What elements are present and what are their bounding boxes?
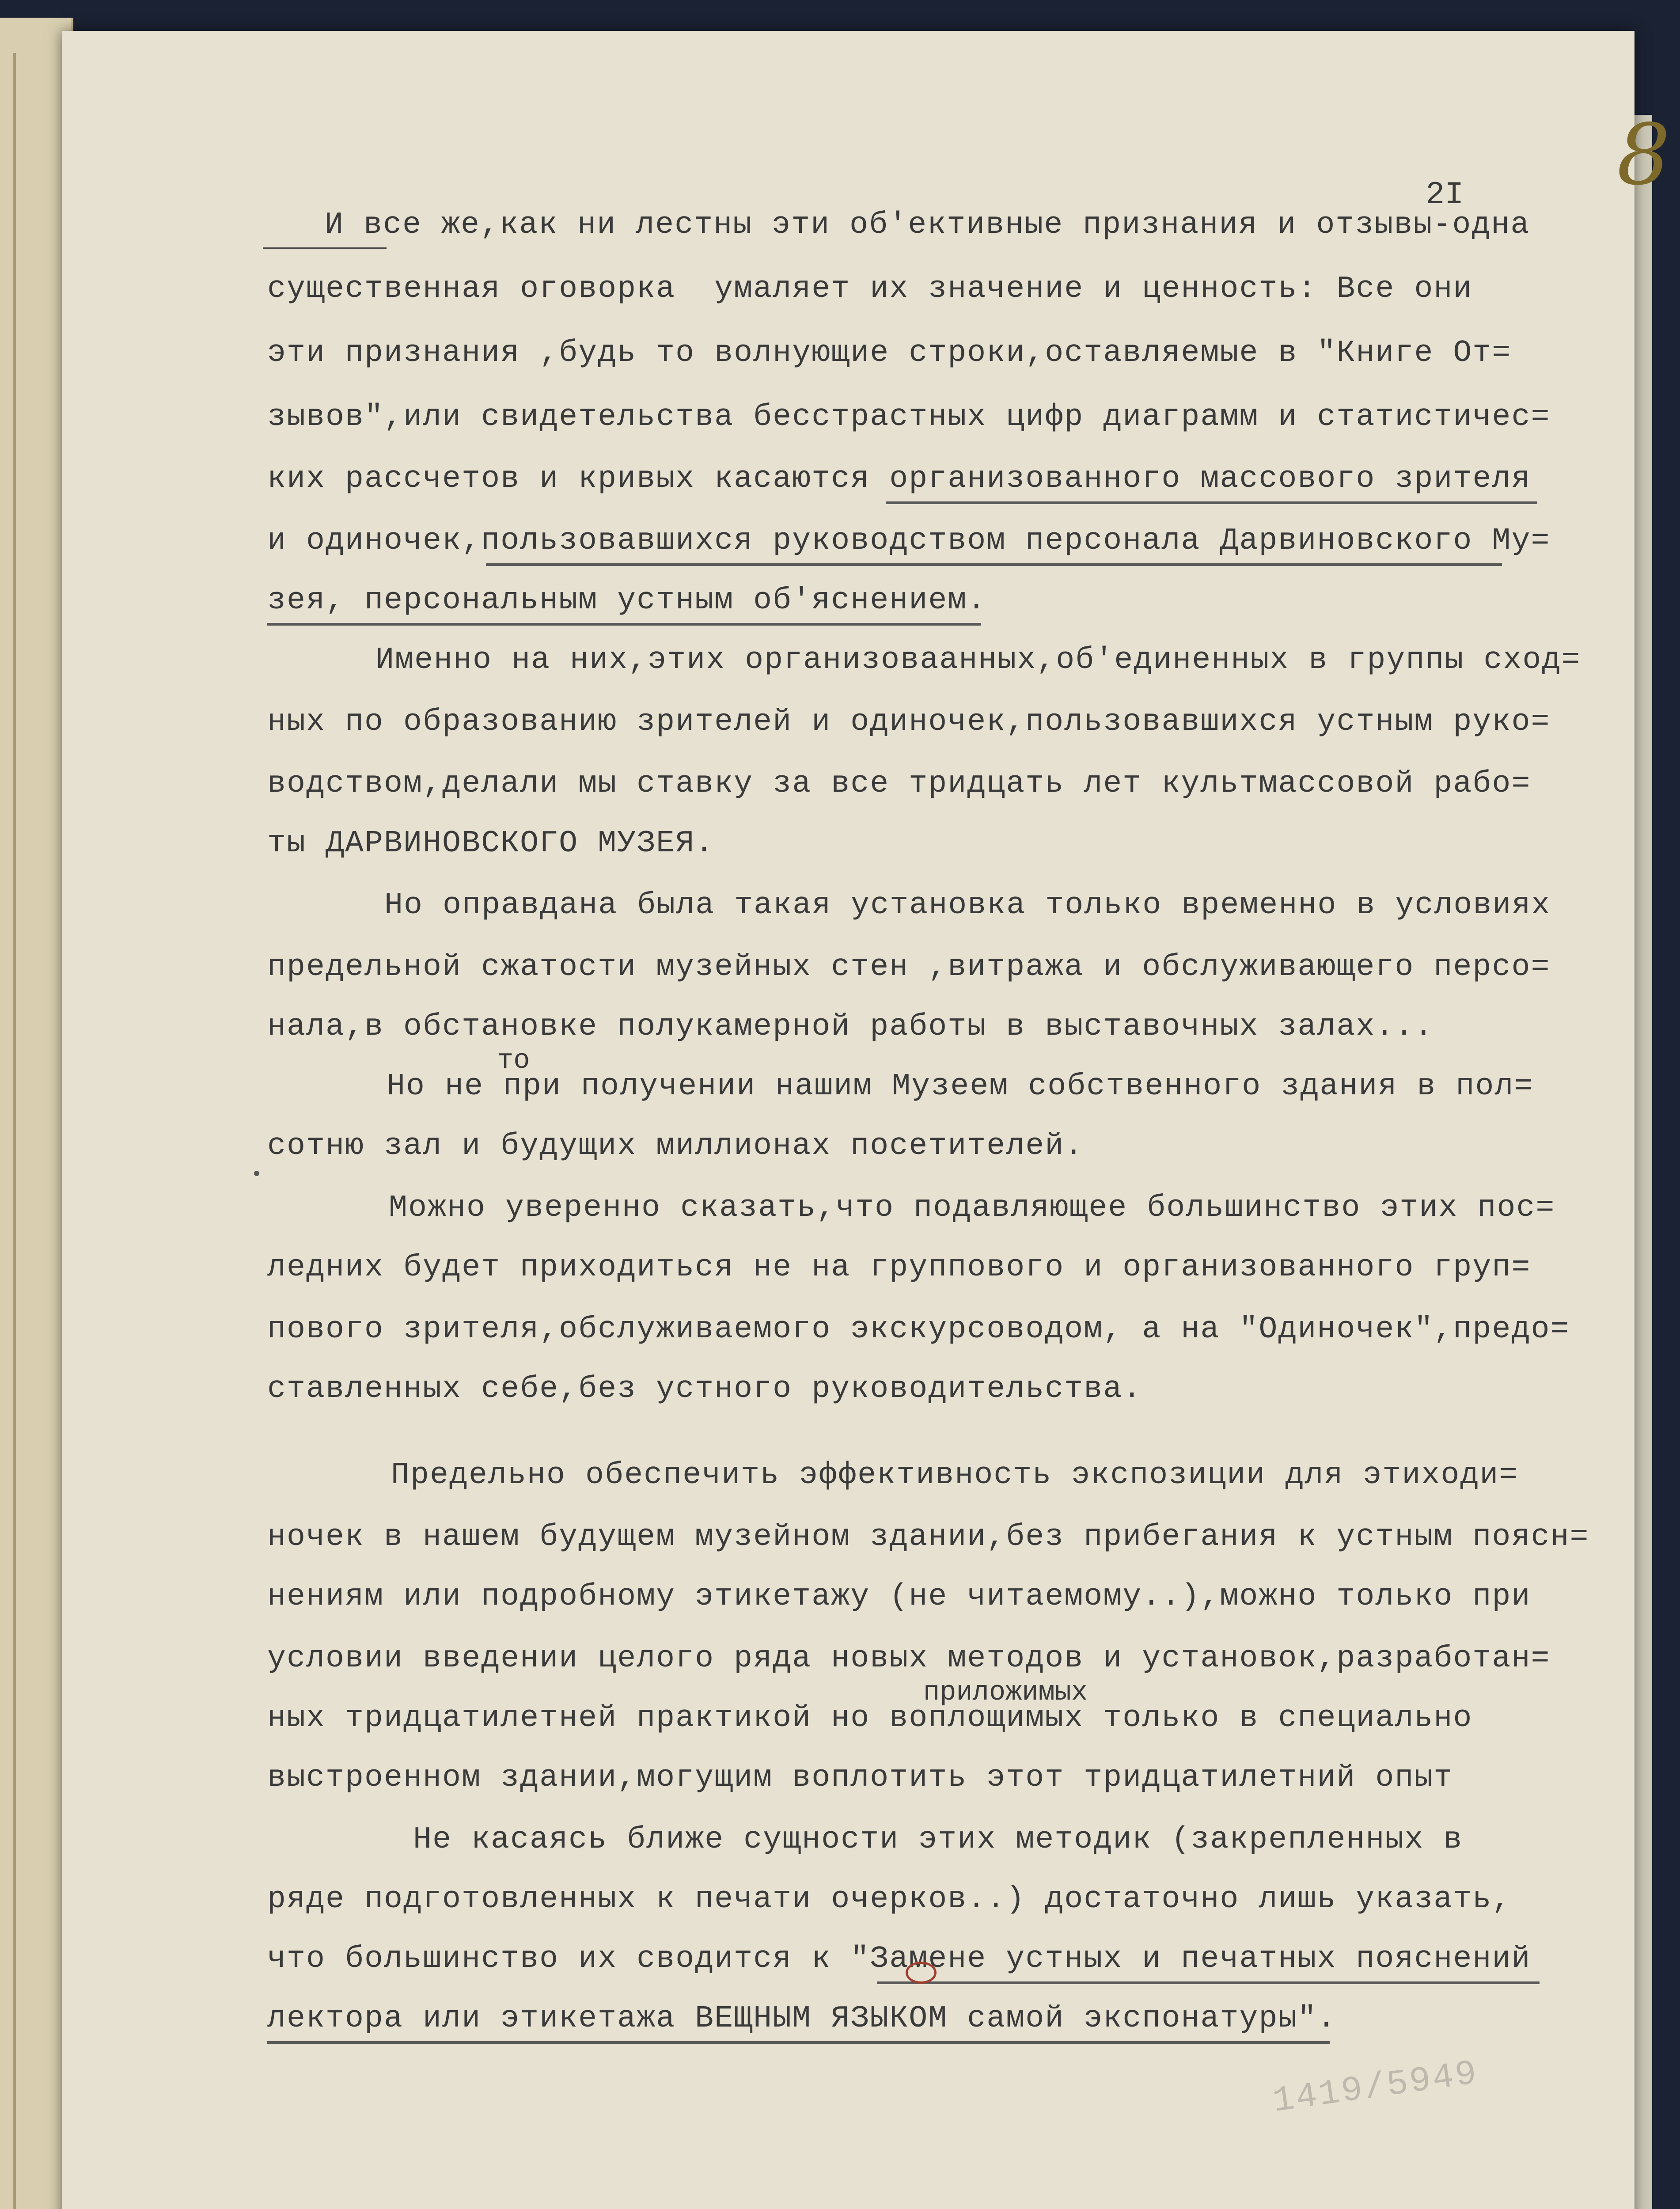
text-line-17: Можно уверенно сказать,что подавляющее большинство этих пос= — [389, 1191, 1555, 1226]
underline-organized-viewer — [886, 501, 1537, 504]
text-line-4: зывов",или свидетельства бесстрастных цифр диаграмм и статистичес= — [267, 400, 1551, 435]
text-line-2: существенная оговорка умаляет их значение и ценность: Все они — [267, 272, 1473, 307]
underline-material-language — [267, 2041, 1330, 2044]
text-line-8: Именно на них,этих организоваанных,об'единенных в группы сход= — [375, 643, 1581, 678]
handwritten-insert-prilozhimykh: приложимых — [923, 1677, 1088, 1708]
text-line-10: водством,делали мы ставку за все тридцать лет культмассовой рабо= — [267, 767, 1531, 801]
text-line-13: предельной сжатости музейных стен ,витража и обслуживающего персо= — [267, 950, 1551, 985]
text-line-20: ставленных себе,без устного руководительства. — [267, 1372, 1142, 1407]
text-line-18: ледних будет приходиться не на группового и организованного груп= — [267, 1250, 1531, 1285]
handwritten-insert-to: то — [497, 1045, 530, 1076]
text-line-7: зея, персональным устным об'яснением. — [267, 583, 987, 618]
text-line-5: ких рассчетов и кривых касаются организованного массового зрителя — [267, 462, 1531, 497]
red-pen-correction-mark — [906, 1962, 937, 1984]
text-line-1: И все же,как ни лестны эти об'ективные признания и отзывы-одна — [325, 208, 1530, 243]
text-line-25: ных тридцатилетней практикой но воплощимых только в специально — [267, 1701, 1473, 1736]
text-line-26: выстроенном здании,могущим воплотить этот тридцатилетний опыт — [267, 1761, 1453, 1795]
archive-folio-mark: 8 — [1617, 106, 1670, 204]
text-line-27: Не касаясь ближе сущности этих методик (закрепленных в — [413, 1822, 1463, 1857]
margin-tick-mark — [254, 1171, 259, 1176]
text-line-24: условии введении целого ряда новых методов и установок,разработан= — [267, 1641, 1551, 1676]
archive-stamp: 1419/5949 — [1270, 2053, 1481, 2122]
underline-guidance-staff — [486, 563, 1502, 566]
underline-replacement — [877, 1981, 1540, 1984]
top-rule — [263, 247, 387, 249]
page-number: 2I — [1426, 177, 1464, 213]
text-line-14: нала,в обстановке полукамерной работы в выставочных залах... — [267, 1010, 1434, 1044]
text-line-23: нениям или подробному этикетажу (не читаемому..),можно только при — [267, 1579, 1531, 1614]
underline-oral-explanation — [267, 623, 981, 626]
text-line-6: и одиночек,пользовавшихся руководством персонала Дарвиновского Му= — [267, 524, 1551, 558]
text-line-9: ных по образованию зрителей и одиночек,пользовавшихся устным руко= — [267, 705, 1551, 740]
text-line-21: Предельно обеспечить эффективность экспозиции для этиходи= — [391, 1458, 1519, 1493]
text-line-12: Но оправдана была такая установка только временно в условиях — [384, 888, 1551, 923]
text-line-28: ряде подготовленных к печати очерков..) достаточно лишь указать, — [267, 1882, 1512, 1917]
binding-strip — [13, 53, 16, 2209]
text-line-11: ты ДАРВИНОВСКОГО МУЗЕЯ. — [267, 826, 715, 861]
text-line-19: пового зрителя,обслуживаемого экскурсоводом, а на "Одиночек",предо= — [267, 1312, 1570, 1347]
text-line-16: сотню зал и будущих миллионах посетителей. — [267, 1129, 1084, 1164]
text-line-30: лектора или этикетажа ВЕЩНЫМ ЯЗЫКОМ самой экспонатуры". — [267, 2001, 1337, 2036]
text-line-22: ночек в нашем будущем музейном здании,без прибегания к устным поясн= — [267, 1520, 1589, 1555]
text-line-15: Но не при получении нашим Музеем собственного здания в пол= — [387, 1069, 1534, 1104]
text-line-29: что большинство их сводится к "Замене устных и печатных пояснений — [267, 1942, 1531, 1977]
text-line-3: эти признания ,будь то волнующие строки,оставляемые в "Книге От= — [267, 336, 1512, 371]
